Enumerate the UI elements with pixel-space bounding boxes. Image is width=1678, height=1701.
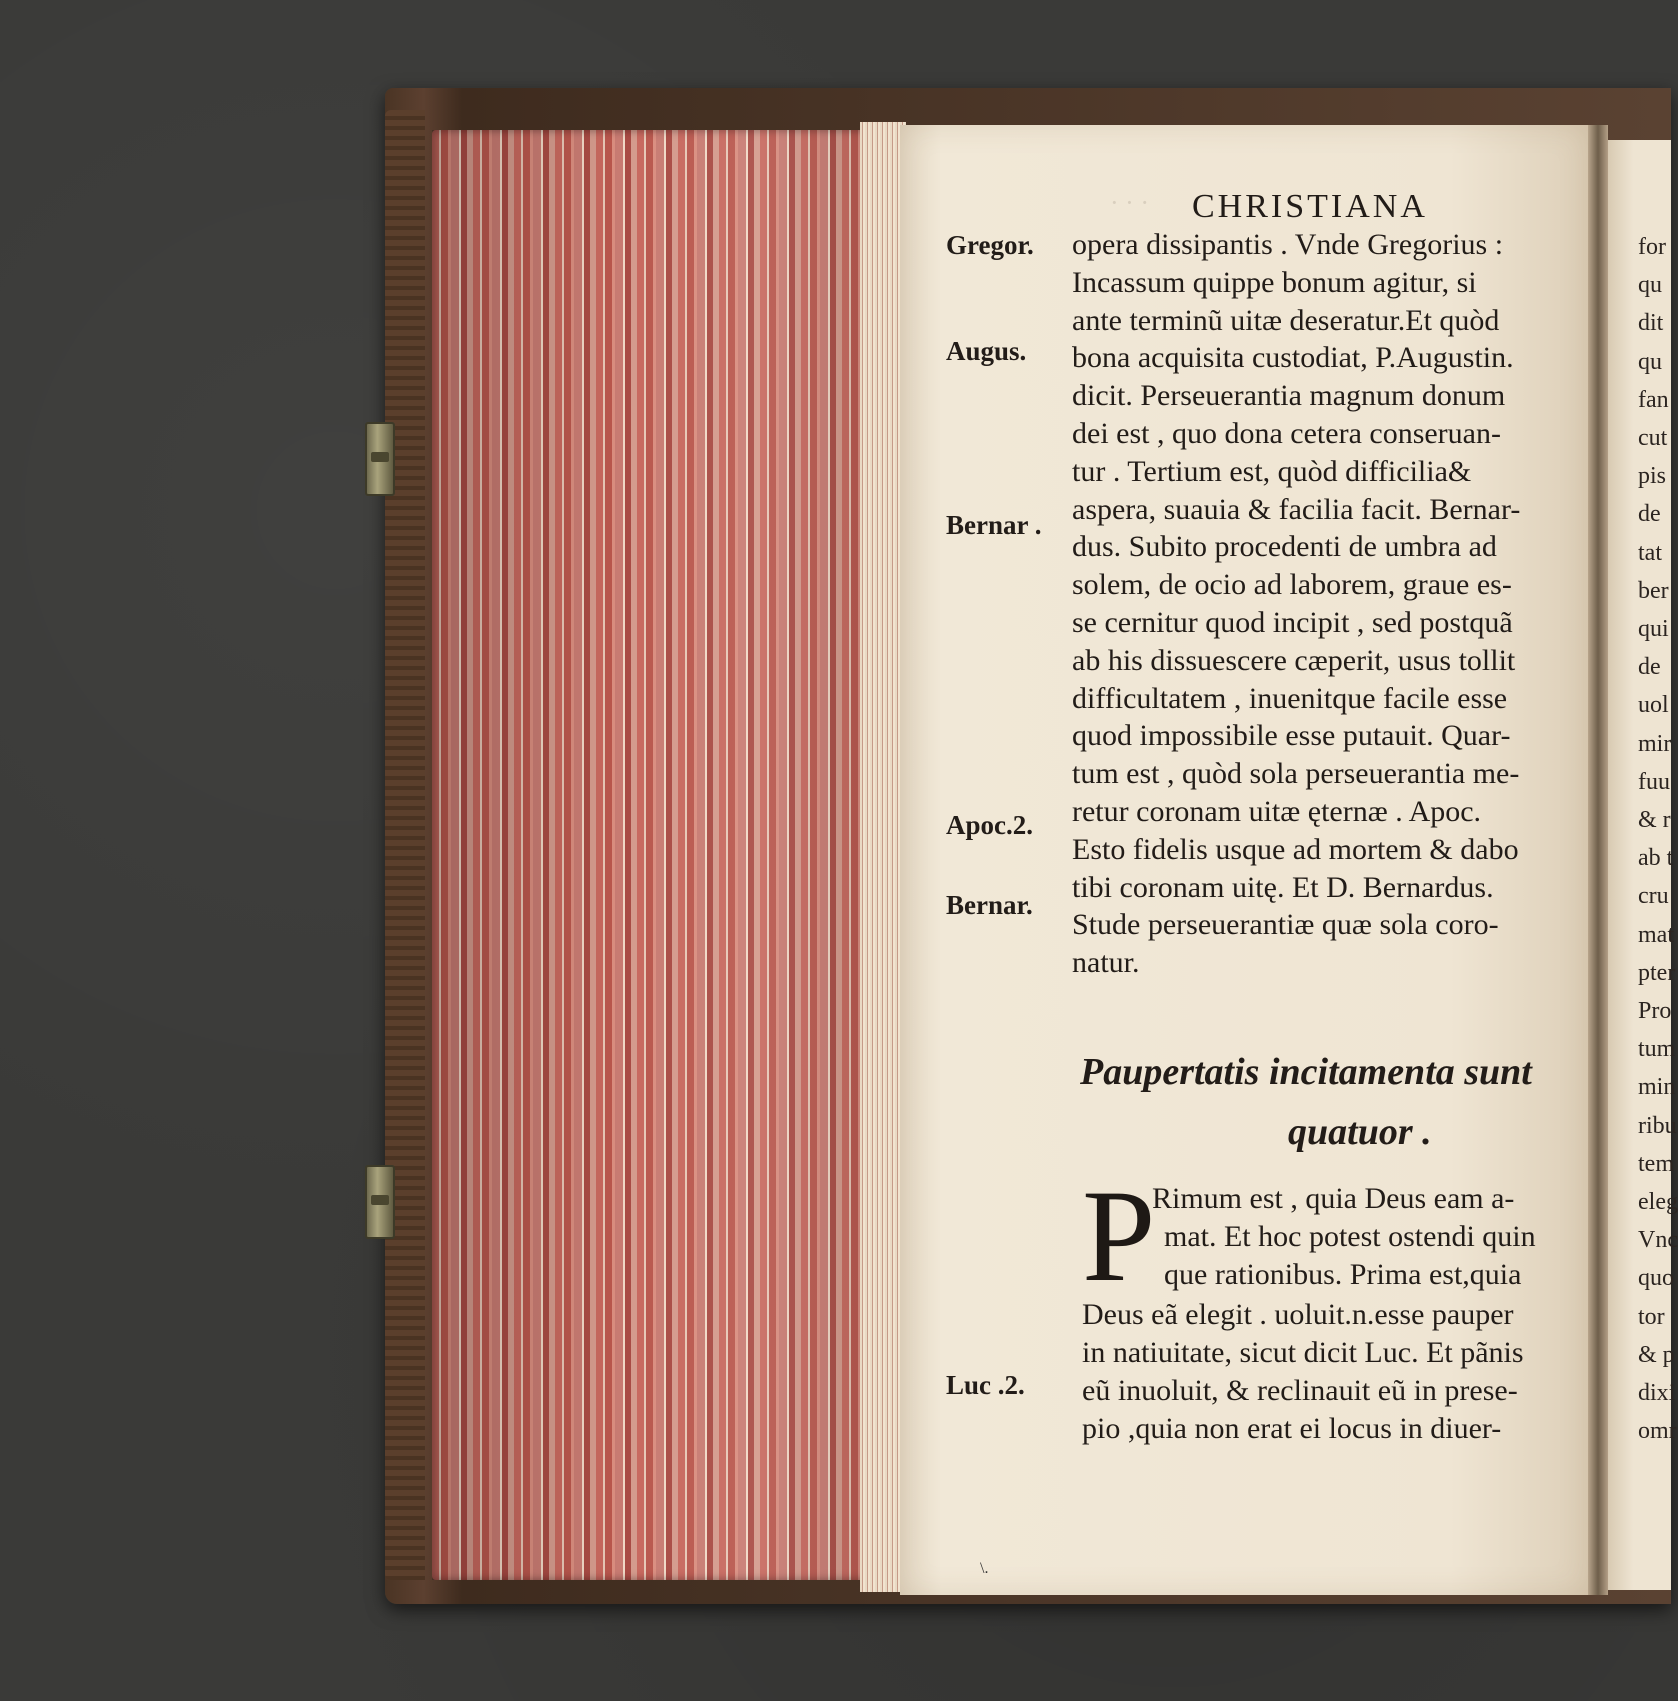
facing-page-line: & p <box>1638 1341 1675 1368</box>
book-spine <box>385 110 425 1580</box>
text-line: difficultatem , inuenitque facile esse <box>1072 681 1508 715</box>
facing-page-line: tor <box>1638 1303 1665 1330</box>
drop-cap: P <box>1082 1162 1156 1309</box>
facing-page-line: tem <box>1638 1150 1674 1177</box>
section-heading-continued: quatuor . <box>1288 1111 1432 1153</box>
book-gutter <box>1588 125 1608 1595</box>
text-line: eũ inuoluit, & reclinauit eũ in prese- <box>1082 1374 1518 1407</box>
text-line: ab his dissuescere cæperit, usus tollit <box>1072 643 1516 677</box>
margin-note: Gregor. <box>946 230 1034 260</box>
margin-note: Luc .2. <box>946 1370 1025 1400</box>
facing-page-line: qui <box>1638 616 1669 642</box>
facing-page-line: mat <box>1638 921 1674 948</box>
text-line: se cernitur quod incipit , sed postquã <box>1072 606 1513 639</box>
facing-page-line: & r <box>1638 807 1671 833</box>
running-head: CHRISTIANA <box>1192 188 1428 225</box>
text-line: mat. Et hoc potest ostendi quin <box>1164 1220 1536 1253</box>
facing-page <box>1608 140 1678 1590</box>
facing-page-line: de <box>1638 501 1661 528</box>
text-line: tibi coronam uitę. Et D. Bernardus. <box>1072 870 1494 904</box>
facing-page-line: omr <box>1638 1418 1677 1445</box>
text-line: dus. Subito procedenti de umbra ad <box>1072 530 1497 564</box>
text-line: quod impossibile esse putauit. Quar- <box>1072 719 1511 753</box>
text-line: ante terminũ uitæ deseratur.Et quòd <box>1072 303 1500 337</box>
facing-page-line: ribu <box>1638 1112 1677 1139</box>
facing-page-line: Pro <box>1638 998 1672 1024</box>
text-line: natur. <box>1072 946 1140 980</box>
facing-page-line: de <box>1638 654 1661 681</box>
facing-page-line: pter <box>1638 959 1676 986</box>
text-line: solem, de ocio ad laborem, graue es- <box>1072 568 1512 602</box>
facing-page-line: eleg <box>1638 1189 1678 1215</box>
text-line: Incassum quippe bonum agitur, si <box>1072 265 1477 299</box>
facing-page-line: min <box>1638 1074 1676 1101</box>
text-line: bona acquisita custodiat, P.Augustin. <box>1072 341 1514 375</box>
margin-note: Apoc.2. <box>946 810 1033 840</box>
text-line: Esto fidelis usque ad mortem & dabo <box>1072 832 1519 866</box>
facing-page-line: pis <box>1638 463 1667 490</box>
facing-page-line: fan <box>1638 386 1669 413</box>
facing-page-line: qu <box>1638 272 1662 299</box>
text-line: pio ,quia non erat ei locus in diuer- <box>1082 1412 1502 1445</box>
text-line: dei est , quo dona cetera conseruan- <box>1072 417 1501 450</box>
facing-page-line: cut <box>1638 425 1668 451</box>
text-line: Deus eã elegit . uoluit.n.esse pauper <box>1082 1298 1514 1331</box>
facing-page-line: quo <box>1638 1265 1674 1292</box>
text-line: aspera, suauia & facilia facit. Bernar- <box>1072 492 1521 526</box>
margin-note: Augus. <box>946 336 1027 366</box>
facing-page-line: ab t <box>1638 845 1674 872</box>
text-line: Stude perseuerantiæ quæ sola coro- <box>1072 908 1499 942</box>
facing-page-line: fuu <box>1638 768 1670 795</box>
facing-page-line: tum <box>1638 1036 1676 1063</box>
facing-page-line: ber <box>1638 577 1669 604</box>
margin-note: Bernar . <box>946 510 1042 540</box>
margin-note: Bernar. <box>946 890 1033 920</box>
facing-page-line: dit <box>1638 310 1664 337</box>
show-through-text: · · · <box>1110 188 1149 217</box>
facing-page-line: uol <box>1638 692 1669 719</box>
text-line: opera dissipantis . Vnde Gregorius : <box>1072 228 1504 261</box>
facing-page-line: tat <box>1638 539 1662 566</box>
text-line: Rimum est , quia Deus eam a- <box>1152 1182 1515 1215</box>
printer-mark: \. <box>980 1560 989 1577</box>
facing-page-line: for <box>1638 234 1666 260</box>
text-line: tur . Tertium est, quòd difficilia& <box>1072 454 1472 488</box>
facing-page-line: dixi <box>1638 1380 1676 1406</box>
red-page-edges <box>432 130 902 1580</box>
text-line: in natiuitate, sicut dicit Luc. Et pãnis <box>1082 1336 1524 1369</box>
text-line: que rationibus. Prima est,quia <box>1164 1258 1522 1291</box>
text-line: dicit. Perseuerantia magnum donum <box>1072 379 1506 413</box>
facing-page-line: cru <box>1638 883 1669 910</box>
section-heading: Paupertatis incitamenta sunt <box>1080 1051 1532 1093</box>
facing-page-line: Vnc <box>1638 1227 1678 1254</box>
upper-clasp <box>365 422 395 496</box>
text-line: retur coronam uitæ ęternæ . Apoc. <box>1072 795 1482 828</box>
facing-page-line: mir <box>1638 730 1672 757</box>
text-line: tum est , quòd sola perseuerantia me- <box>1072 757 1520 791</box>
facing-page-line: qu <box>1638 348 1662 375</box>
lower-clasp <box>365 1165 395 1239</box>
